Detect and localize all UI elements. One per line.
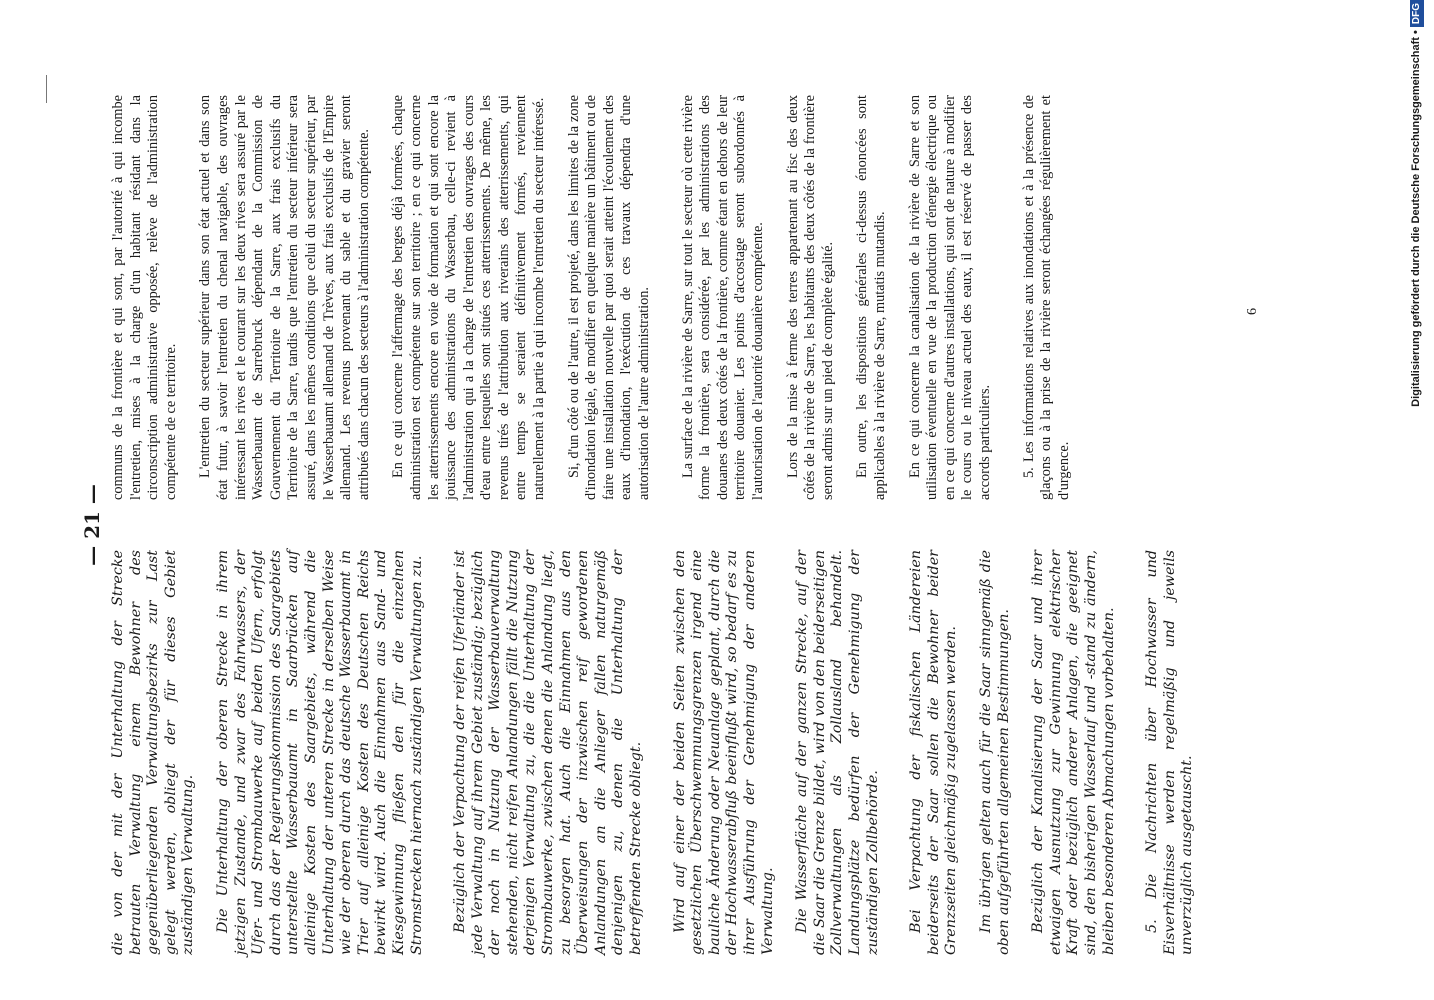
french-paragraph: En ce qui concerne la canalisation de la rivière de Sarre et son utilisation éventuelle en vue de la production d'énergie électrique ou en ce qui concerne d'autres installations, qui sont de nature à modifier le cours ou le niveau actuel des eaux, il est réservé de passer des accords particuliers. [906,95,993,500]
german-paragraph: Bei Verpachtung der fiskalischen Ländereien beiderseits der Saar sollen die Bewohner beider Grenzseiten gleichmäßig zugelassen werden. [908,550,960,955]
german-paragraph: Im übrigen gelten auch für die Saar sinngemäß die oben aufgeführten allgemeinen Bestimmungen. [977,550,1012,955]
french-paragraph: communs de la frontière et qui sont, par l'autorité à qui incombe l'entretien, mises à la charge d'un habitant résidant dans la circonscription administrative opposée, relève de l'administration compétente de ce territoire. [110,95,179,500]
german-paragraph: die von der mit der Unterhaltung der Strecke betrauten Verwaltung einem Bewohner des gegenüberliegenden Verwaltungsbezirks zur Last gelegt werden, obliegt der für dieses Gebiet zuständigen Verwaltung. [110,550,197,955]
french-paragraph: Si, d'un côté ou de l'autre, il est projeté, dans les limites de la zone d'inondation légale, de modifier en quelque manière un bâtiment ou de faire une installation nouvelle par quoi serait atteint l'écoulement des eaux d'inondation, l'exécution de ces travaux dépendra d'une autorisation de l'autre administration. [565,95,653,500]
footer-text-wrap [1406,0,1434,990]
german-paragraph: Bezüglich der Verpachtung der reifen Uferländer ist jede Verwaltung auf ihrem Gebiet zuständig; bezüglich der noch in Nutzung der Wasserbauverwaltung stehenden, nicht reifen Anlandungen fällt die Nutzung derjenigen Verwaltung zu, die die Unterhaltung der Strombauwerke, zwischen denen die Anlandung liegt, zu besorgen hat. Auch die Einnahmen aus den Überweisungen der inzwischen reif gewordenen Anlandungen an die Anlieger fallen naturgemäß denjenigen zu, denen die Unterhaltung der betreffenden Strecke obliegt. [452,550,645,955]
french-paragraph: L'entretien du secteur supérieur dans son état actuel et dans son état futur, à savoir l'entretien du chenal navigable, des ouvrages intéressant les rives et le courant sur les deux rives sera assuré par le Wasserbauamt de Sarrebruck dépendant de la Commission de Gouvernement du Territoire de la Sarre, aux frais exclusifs du Territoire de la Sarre, tandis que l'entretien du secteur inférieur sera assuré, dans les mêmes conditions que celui du secteur supérieur, par le Wasserbauamt allemand de Trèves, aux frais exclusifs de l'Empire allemand. Les revenus provenant du sable et du gravier seront attribués dans chacun des secteurs à l'administration compétente. [197,95,372,500]
german-column [110,550,1197,955]
rotated-content [80,95,1350,955]
french-paragraph: En outre, les dispositions générales ci-dessus énoncées sont applicables à la rivière de Sarre, mutatis mutandis. [854,95,888,500]
german-paragraph: Die Wasserfläche auf der ganzen Strecke, auf der die Saar die Grenze bildet, wird von den beiderseitigen Zollverwaltungen als Zollausland behandelt. Landungsplätze bedürfen der Genehmigung der zuständigen Zollbehörde. [794,550,881,955]
german-paragraph: Die Unterhaltung der oberen Strecke in ihrem jetzigen Zustande, und zwar des Fahrwassers, der Ufer- und Strombauwerke auf beiden Ufern, erfolgt durch das der Regierungskommission des Saargebiets unterstellte Wasserbauamt in Saarbrücken auf alleinige Kosten des Saargebiets, während die Unterhaltung der unteren Strecke in derselben Weise wie der oberen durch das deutsche Wasserbauamt in Trier auf alleinige Kosten des Deutschen Reichs bewirkt wird. Auch die Einnahmen aus Sand- und Kiesgewinnung fließen den für die einzelnen Stromstrecken hiernach zuständigen Verwaltungen zu. [214,550,425,955]
page-number: 6 [1245,308,1260,315]
french-paragraph: Lors de la mise à ferme des terres appartenant au fisc des deux côtés de la rivière de Sarre, les habitants des deux côtés de la frontière seront admis sur un pied de complète égalité. [784,95,836,500]
page-header: — 21 — [80,484,104,566]
dfg-logo: DFG [1410,0,1424,27]
scan-mark [46,75,47,103]
german-paragraph: Bezüglich der Kanalisierung der Saar und ihrer etwaigen Ausnutzung zur Gewinnung elektrischer Kraft oder bezüglich anderer Anlagen, die geeignet sind, den bisherigen Wasserlauf und -stand zu ändern, bleiben besonderen Abmachungen vorbehalten. [1030,550,1117,955]
footer-credit: Digitalisierung gefördert durch die Deutsche Forschungsgemeinschaft • [1410,30,1422,407]
german-paragraph: 5. Die Nachrichten über Hochwasser und Eisverhältnisse werden regelmäßig und jeweils unverzüglich ausgetauscht. [1144,550,1196,955]
french-column [110,95,1073,500]
french-paragraph: La surface de la rivière de Sarre, sur tout le secteur où cette rivière forme la frontière, sera considérée, par les administrations des douanes des deux côtés de la frontière, comme étant en dehors de leur territoire douanier. Les points d'accostage seront subordonnés à l'autorisation de l'autorité douanière compétente. [679,95,766,500]
german-paragraph: Wird auf einer der beiden Seiten zwischen den gesetzlichen Überschwemmungsgrenzen irgend eine bauliche Änderung oder Neuanlage geplant, durch die der Hochwasserabfluß beeinflußt wird, so bedarf es zu ihrer Ausführung der Genehmigung der anderen Verwaltung. [671,550,776,955]
french-paragraph: En ce qui concerne l'affermage des berges déjà formées, chaque administration est compétente sur son territoire ; en ce qui concerne les atterrissements encore en voie de formation et qui sont encore la jouissance des administrations du Wasserbau, celle-ci revient à l'administration qui a la charge de l'entretien des ouvrages des cours d'eau entre lesquelles sont situés ces atterrissements. De même, les revenus tirés de l'attribution aux riverains des atterrissements, qui entre temps se seraient définitivement formés, reviennent naturellement à la partie à qui incombe l'entretien du secteur intéressé. [390,95,548,500]
digitization-footer [1398,0,1434,1000]
french-paragraph: 5. Les informations relatives aux inondations et à la présence de glaçons ou à la prise de la rivière seront échangées régulièrement et d'urgence. [1020,95,1072,500]
